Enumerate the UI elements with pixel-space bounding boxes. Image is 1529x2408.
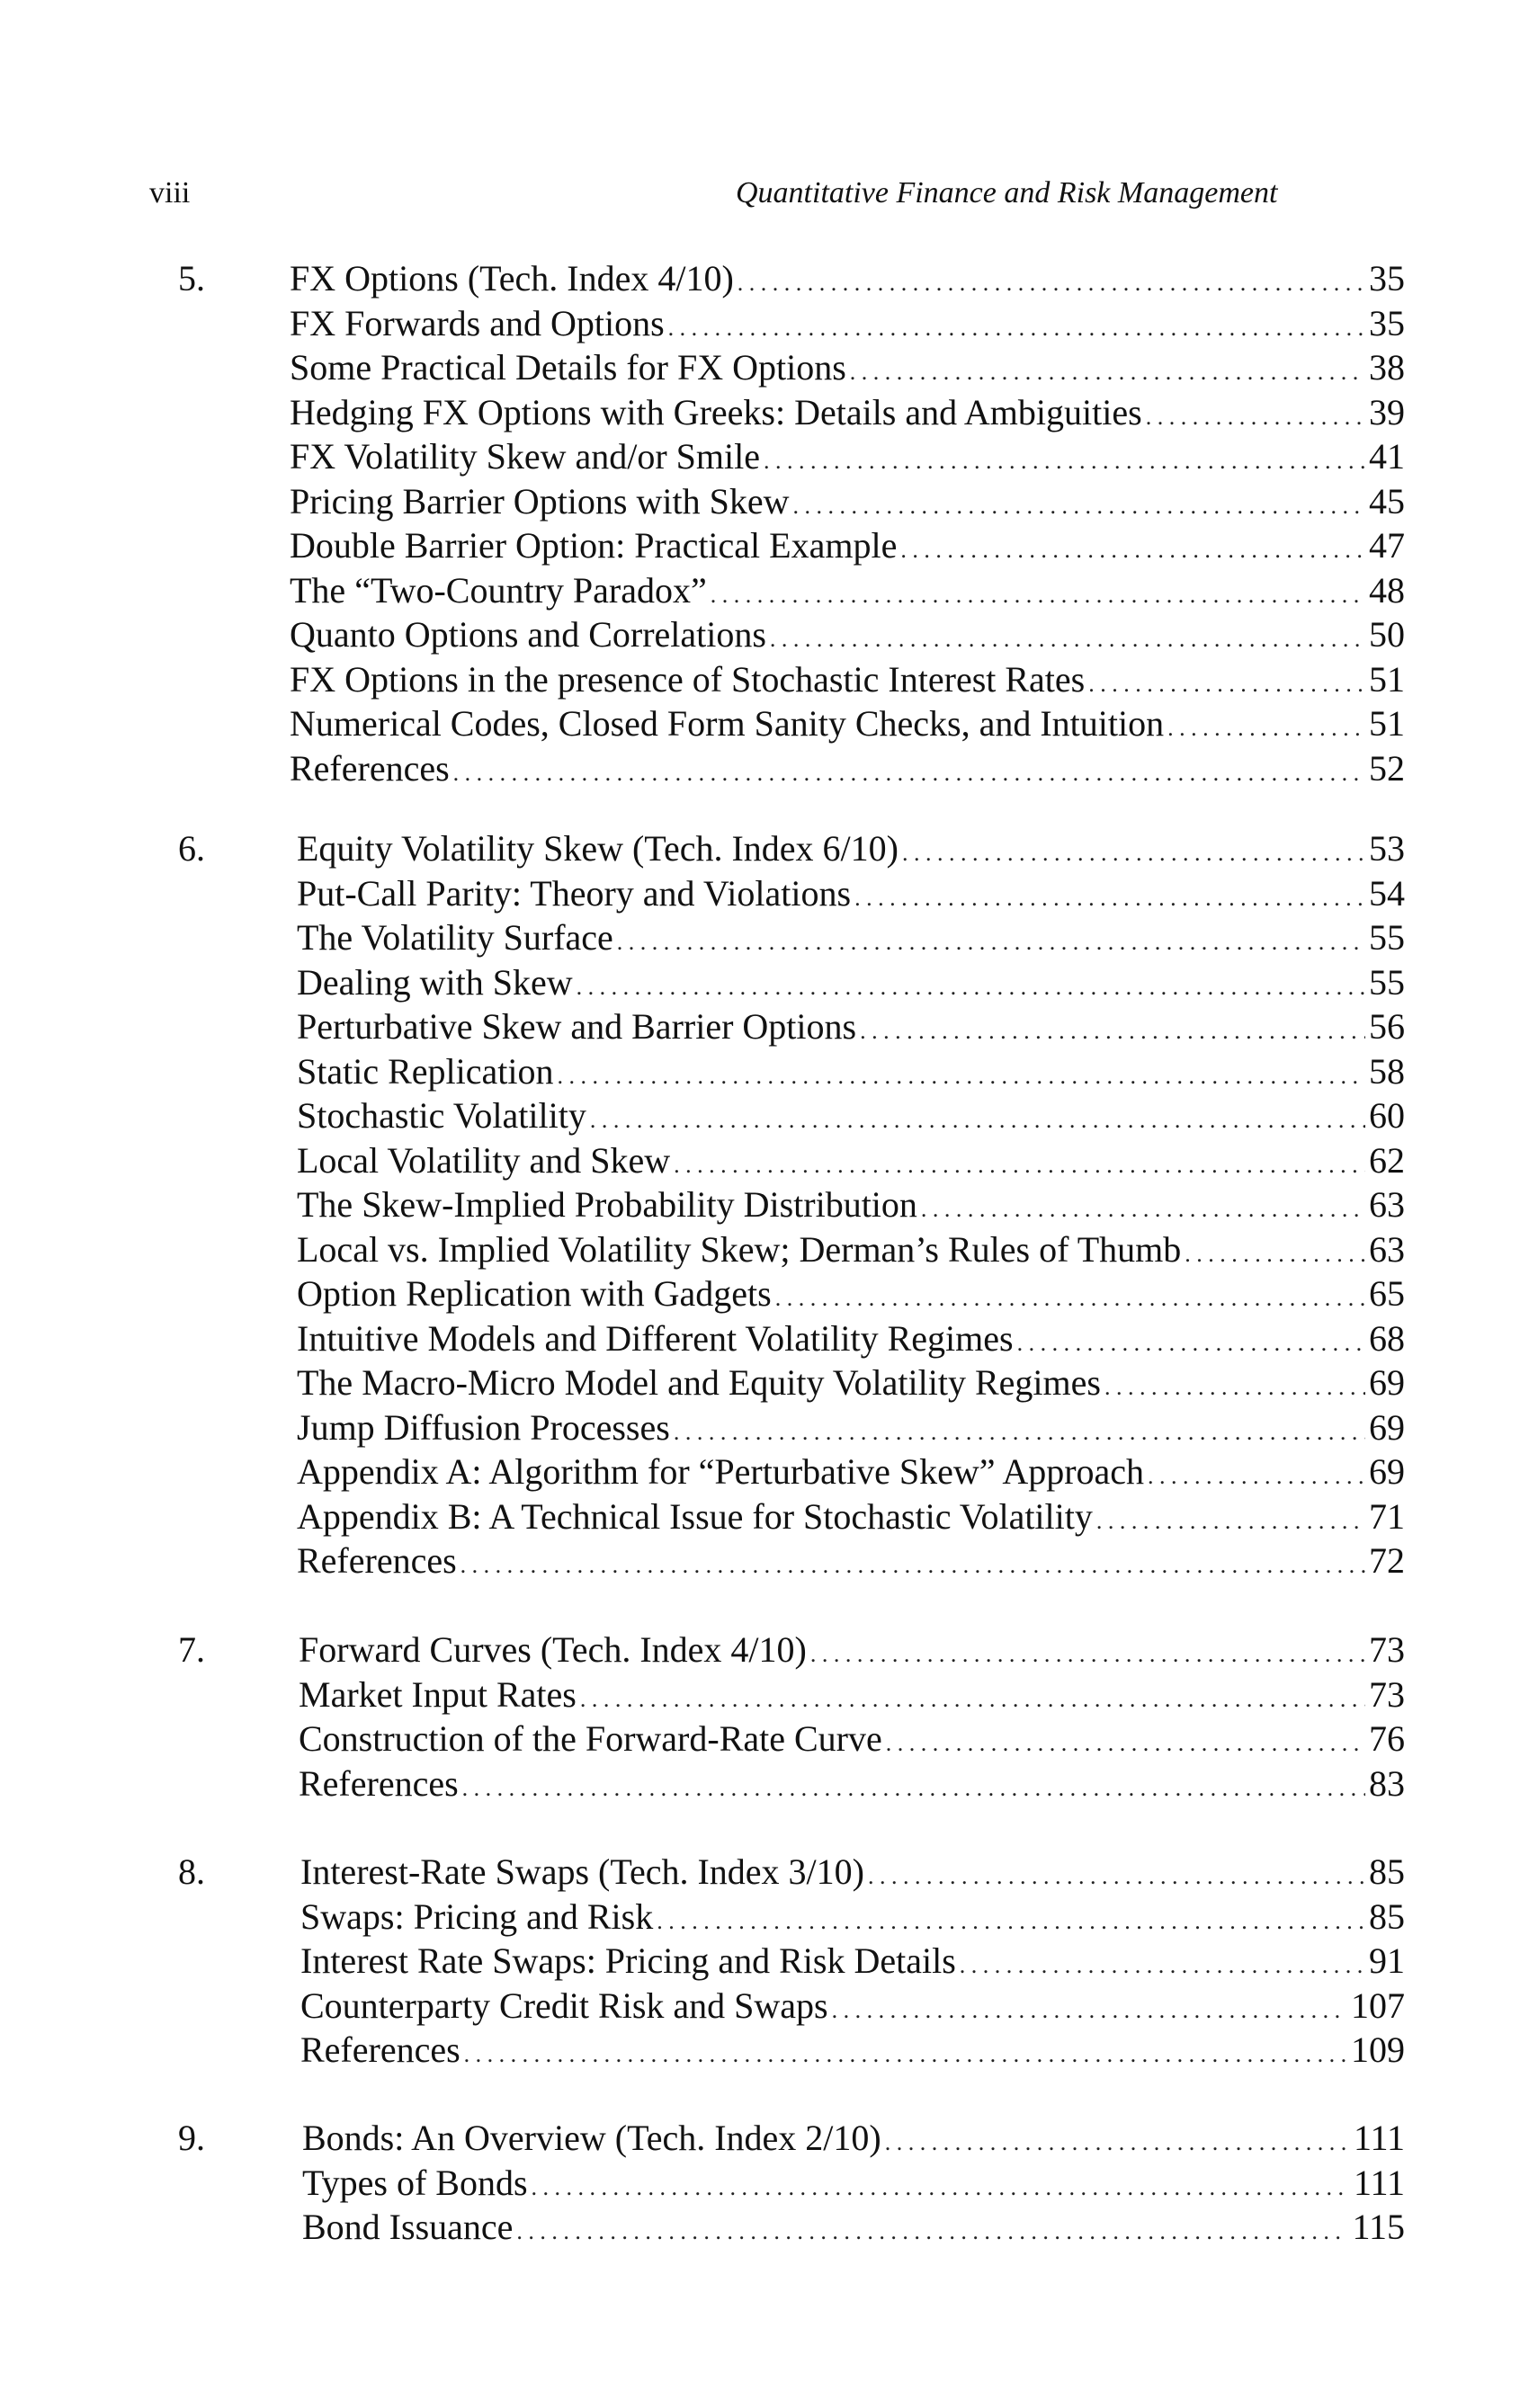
toc-entry bbox=[290, 390, 1405, 435]
toc-entry bbox=[297, 1227, 1405, 1272]
toc-entry-page: 51 bbox=[1369, 703, 1405, 744]
dot-leader bbox=[674, 1405, 1365, 1450]
toc-entry-title: Appendix B: A Technical Issue for Stochastic Volatility bbox=[297, 1495, 1093, 1537]
toc-entry bbox=[290, 301, 1405, 346]
toc-entry-title: Quanto Options and Correlations bbox=[290, 614, 766, 655]
toc-entry bbox=[290, 345, 1405, 390]
chapter-number: 6. bbox=[178, 828, 205, 869]
chapter-entries bbox=[297, 826, 1405, 1583]
toc-entry-page: 50 bbox=[1369, 614, 1405, 655]
toc-entry-title: References bbox=[300, 2029, 460, 2070]
toc-entry bbox=[302, 2116, 1405, 2161]
dot-leader bbox=[1104, 1360, 1365, 1405]
toc-entry-title: Appendix A: Algorithm for “Perturbative Skew” Approach bbox=[297, 1451, 1145, 1492]
dot-leader bbox=[617, 915, 1365, 960]
toc-entry-title: Numerical Codes, Closed Form Sanity Checks, and Intuition bbox=[290, 703, 1165, 744]
chapter-entries bbox=[290, 256, 1405, 790]
dot-leader bbox=[793, 479, 1366, 524]
dot-leader bbox=[810, 1628, 1365, 1672]
toc-entry bbox=[302, 2205, 1405, 2250]
toc-entry bbox=[297, 1449, 1405, 1494]
toc-entry bbox=[297, 1182, 1405, 1227]
toc-entry-title: FX Volatility Skew and/or Smile bbox=[290, 436, 760, 477]
toc-entry bbox=[297, 960, 1405, 1005]
toc-entry bbox=[297, 1360, 1405, 1405]
dot-leader bbox=[770, 612, 1365, 657]
toc-entry-page: 38 bbox=[1369, 347, 1405, 388]
dot-leader bbox=[577, 960, 1365, 1005]
toc-entry bbox=[290, 434, 1405, 479]
toc-entry-title: Some Practical Details for FX Options bbox=[290, 347, 846, 388]
toc-entry bbox=[299, 1672, 1405, 1717]
toc-entry-title: FX Options (Tech. Index 4/10) bbox=[290, 258, 734, 299]
toc-entry bbox=[297, 1093, 1405, 1138]
dot-leader bbox=[900, 523, 1365, 568]
dot-leader bbox=[921, 1182, 1365, 1227]
toc-entry-title: Local vs. Implied Volatility Skew; Derman’s Rules of Thumb bbox=[297, 1228, 1182, 1270]
toc-entry-title: Perturbative Skew and Barrier Options bbox=[297, 1006, 857, 1047]
toc-entry-title: References bbox=[297, 1540, 457, 1581]
dot-leader bbox=[590, 1093, 1365, 1138]
toc-entry-page: 48 bbox=[1369, 569, 1405, 611]
dot-leader bbox=[1017, 1316, 1365, 1361]
dot-leader bbox=[886, 1717, 1365, 1761]
toc-entry-page: 69 bbox=[1369, 1451, 1405, 1492]
toc-entry bbox=[299, 1717, 1405, 1761]
dot-leader bbox=[674, 1138, 1365, 1183]
toc-entry-title: Double Barrier Option: Practical Example bbox=[290, 525, 898, 566]
dot-leader bbox=[580, 1672, 1365, 1717]
dot-leader bbox=[960, 1939, 1365, 1984]
toc-entry-page: 69 bbox=[1369, 1362, 1405, 1403]
toc-entry-title: Equity Volatility Skew (Tech. Index 6/10) bbox=[297, 828, 899, 869]
toc-entry bbox=[300, 1850, 1405, 1895]
toc-entry-page: 65 bbox=[1369, 1273, 1405, 1314]
toc-entry-page: 91 bbox=[1369, 1940, 1405, 1981]
toc-entry bbox=[297, 871, 1405, 916]
toc-entry bbox=[290, 612, 1405, 657]
toc-entry-title: Static Replication bbox=[297, 1050, 554, 1092]
toc-entry bbox=[297, 1271, 1405, 1316]
toc-entry-title: Swaps: Pricing and Risk bbox=[300, 1895, 654, 1937]
toc-entry-page: 35 bbox=[1369, 258, 1405, 299]
toc-entry-title: Construction of the Forward-Rate Curve bbox=[299, 1718, 882, 1759]
toc-entry bbox=[290, 256, 1405, 301]
toc-entry-page: 63 bbox=[1369, 1228, 1405, 1270]
toc-entry-title: Interest-Rate Swaps (Tech. Index 3/10) bbox=[300, 1851, 864, 1892]
toc-entry-title: Market Input Rates bbox=[299, 1673, 577, 1715]
dot-leader bbox=[657, 1895, 1365, 1940]
toc-entry bbox=[290, 701, 1405, 746]
dot-leader bbox=[462, 1761, 1365, 1806]
chapter-entries bbox=[302, 2116, 1405, 2250]
dot-leader bbox=[832, 1984, 1347, 2029]
toc-entry bbox=[297, 1049, 1405, 1094]
toc-entry-page: 56 bbox=[1369, 1006, 1405, 1047]
toc-entry bbox=[297, 915, 1405, 960]
chapter-number: 7. bbox=[178, 1629, 205, 1670]
toc-entry-title: References bbox=[290, 747, 450, 789]
toc-entry-page: 76 bbox=[1369, 1718, 1405, 1759]
toc-entry bbox=[297, 1138, 1405, 1183]
toc-entry bbox=[300, 2028, 1405, 2073]
chapter-number: 5. bbox=[178, 258, 205, 299]
toc-entry-title: Dealing with Skew bbox=[297, 961, 573, 1003]
dot-leader bbox=[885, 2116, 1350, 2161]
toc-entry-title: Intuitive Models and Different Volatility Regimes bbox=[297, 1317, 1014, 1359]
toc-entry bbox=[299, 1761, 1405, 1806]
toc-entry-title: References bbox=[299, 1762, 459, 1804]
dot-leader bbox=[738, 256, 1365, 301]
dot-leader bbox=[860, 1004, 1365, 1049]
dot-leader bbox=[1096, 1494, 1365, 1539]
toc-entry bbox=[297, 1004, 1405, 1049]
toc-entry-page: 111 bbox=[1353, 2162, 1405, 2203]
toc-entry-page: 58 bbox=[1369, 1050, 1405, 1092]
dot-leader bbox=[775, 1271, 1365, 1316]
toc-entry bbox=[297, 1494, 1405, 1539]
toc-entry-title: Forward Curves (Tech. Index 4/10) bbox=[299, 1629, 807, 1670]
dot-leader bbox=[532, 2161, 1350, 2206]
toc-entry-page: 83 bbox=[1369, 1762, 1405, 1804]
toc-entry-page: 62 bbox=[1369, 1139, 1405, 1181]
toc-entry-page: 60 bbox=[1369, 1095, 1405, 1136]
toc-entry-page: 51 bbox=[1369, 658, 1405, 700]
toc-entry-title: FX Forwards and Options bbox=[290, 302, 665, 343]
dot-leader bbox=[854, 871, 1365, 916]
toc-entry-title: The Skew-Implied Probability Distribution bbox=[297, 1184, 917, 1225]
running-header bbox=[0, 176, 1529, 221]
dot-leader bbox=[460, 1538, 1365, 1583]
toc-entry-title: Interest Rate Swaps: Pricing and Risk Details bbox=[300, 1940, 956, 1981]
toc-entry-page: 54 bbox=[1369, 872, 1405, 914]
toc-entry-title: The Volatility Surface bbox=[297, 917, 613, 958]
toc-entry-page: 47 bbox=[1369, 525, 1405, 566]
toc-entry bbox=[300, 1939, 1405, 1984]
toc-entry-page: 115 bbox=[1352, 2207, 1405, 2247]
chapter-entries bbox=[300, 1850, 1405, 2073]
toc-entry bbox=[302, 2161, 1405, 2206]
toc-entry-page: 107 bbox=[1351, 1984, 1405, 2026]
toc-entry bbox=[299, 1628, 1405, 1672]
toc-entry-title: Option Replication with Gadgets bbox=[297, 1273, 772, 1314]
toc-entry-title: Local Volatility and Skew bbox=[297, 1139, 671, 1181]
toc-entry-page: 109 bbox=[1351, 2029, 1405, 2070]
toc-entry-page: 111 bbox=[1353, 2118, 1405, 2158]
dot-leader bbox=[1148, 1449, 1365, 1494]
toc-entry-title: Counterparty Credit Risk and Swaps bbox=[300, 1984, 828, 2026]
toc-entry-title: Bond Issuance bbox=[302, 2207, 514, 2247]
toc-entry bbox=[290, 568, 1405, 613]
toc-entry bbox=[297, 1538, 1405, 1583]
toc-entry-page: 53 bbox=[1369, 828, 1405, 869]
dot-leader bbox=[558, 1049, 1366, 1094]
dot-leader bbox=[516, 2205, 1348, 2250]
toc-entry-title: Put-Call Parity: Theory and Violations bbox=[297, 872, 852, 914]
dot-leader bbox=[1088, 657, 1365, 702]
dot-leader bbox=[902, 826, 1365, 871]
dot-leader bbox=[668, 301, 1365, 346]
running-title: Quantitative Finance and Risk Management bbox=[736, 176, 1278, 210]
toc-entry-title: The Macro-Micro Model and Equity Volatility Regimes bbox=[297, 1362, 1101, 1403]
toc-entry-page: 69 bbox=[1369, 1406, 1405, 1448]
toc-entry-title: Hedging FX Options with Greeks: Details and Ambiguities bbox=[290, 391, 1142, 433]
toc-entry bbox=[297, 1316, 1405, 1361]
dot-leader bbox=[1185, 1227, 1365, 1272]
chapter-number: 9. bbox=[178, 2118, 205, 2158]
page-number: viii bbox=[149, 176, 191, 210]
toc-entry-page: 55 bbox=[1369, 961, 1405, 1003]
toc-entry-title: The “Two-Country Paradox” bbox=[290, 569, 707, 611]
chapter-number: 8. bbox=[178, 1851, 205, 1892]
toc-entry bbox=[290, 523, 1405, 568]
toc-entry-page: 71 bbox=[1369, 1495, 1405, 1537]
toc-entry-page: 41 bbox=[1369, 436, 1405, 477]
dot-leader bbox=[711, 568, 1365, 613]
dot-leader bbox=[1146, 390, 1365, 435]
toc-entry-page: 68 bbox=[1369, 1317, 1405, 1359]
toc-entry bbox=[300, 1984, 1405, 2029]
chapter-entries bbox=[299, 1628, 1405, 1806]
toc-entry-page: 73 bbox=[1369, 1673, 1405, 1715]
toc-entry bbox=[290, 479, 1405, 524]
toc-entry-page: 63 bbox=[1369, 1184, 1405, 1225]
toc-entry-page: 55 bbox=[1369, 917, 1405, 958]
toc-entry-title: FX Options in the presence of Stochastic Interest Rates bbox=[290, 658, 1086, 700]
toc-entry bbox=[297, 826, 1405, 871]
dot-leader bbox=[764, 434, 1365, 479]
toc-entry-page: 45 bbox=[1369, 480, 1405, 522]
toc-entry-page: 52 bbox=[1369, 747, 1405, 789]
toc-entry-page: 35 bbox=[1369, 302, 1405, 343]
toc-entry bbox=[297, 1405, 1405, 1450]
toc-entry bbox=[290, 657, 1405, 702]
toc-entry bbox=[290, 746, 1405, 791]
toc-entry-title: Types of Bonds bbox=[302, 2162, 528, 2203]
toc-entry bbox=[300, 1895, 1405, 1940]
dot-leader bbox=[453, 746, 1365, 791]
toc-entry-title: Jump Diffusion Processes bbox=[297, 1406, 670, 1448]
toc-entry-title: Stochastic Volatility bbox=[297, 1095, 586, 1136]
toc-entry-page: 85 bbox=[1369, 1895, 1405, 1937]
dot-leader bbox=[464, 2028, 1347, 2073]
toc-entry-title: Pricing Barrier Options with Skew bbox=[290, 480, 790, 522]
dot-leader bbox=[1167, 701, 1365, 746]
toc-entry-page: 72 bbox=[1369, 1540, 1405, 1581]
toc-entry-title: Bonds: An Overview (Tech. Index 2/10) bbox=[302, 2118, 881, 2158]
toc-entry-page: 85 bbox=[1369, 1851, 1405, 1892]
dot-leader bbox=[868, 1850, 1365, 1895]
dot-leader bbox=[850, 345, 1365, 390]
toc-entry-page: 39 bbox=[1369, 391, 1405, 433]
toc-entry-page: 73 bbox=[1369, 1629, 1405, 1670]
